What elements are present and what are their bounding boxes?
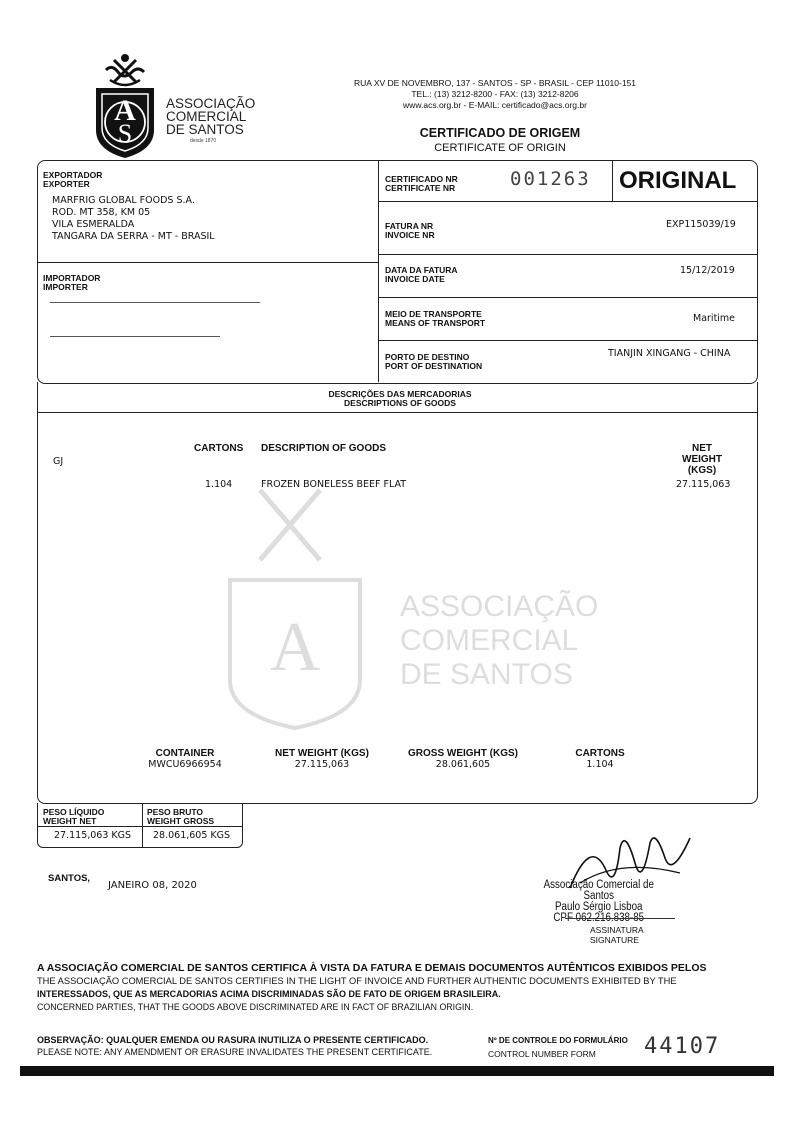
exporter-line-3: VILA ESMERALDA <box>52 219 135 230</box>
org-address: RUA XV DE NOVEMBRO, 137 - SANTOS - SP - BRASIL - CEP 11010-151 <box>353 78 637 88</box>
summary-net-label: NET WEIGHT (KGS) <box>275 748 369 759</box>
weight-gross-label-pt: PESO BRUTO <box>147 807 204 817</box>
signature-label-en: SIGNATURE <box>590 935 639 945</box>
transport-label <box>385 310 485 328</box>
stamp-line-3: CPF 062.216.838-85 <box>553 912 645 924</box>
document-title <box>350 126 650 155</box>
net-header-line-1: NET <box>692 443 712 454</box>
weight-net-label-pt: PESO LÍQUIDO <box>43 807 105 817</box>
net-header-line-2: WEIGHT <box>682 454 722 465</box>
declaration-pt-2: INTERESSADOS, QUE AS MERCADORIAS ACIMA DISCRIMINADAS SÃO DE FATO DE ORIGEM BRASILEIRA. <box>37 989 501 999</box>
summary-container <box>130 748 240 771</box>
col-description-header: DESCRIPTION OF GOODS <box>261 443 387 454</box>
container-value: MWCU6966954 <box>148 759 222 770</box>
shipping-mark: GJ <box>53 456 64 467</box>
invoice-date-label-pt: DATA DA FATURA <box>385 265 458 275</box>
weight-net-label-en: WEIGHT NET <box>43 816 97 826</box>
transport-label-pt: MEIO DE TRANSPORTE <box>385 309 482 319</box>
declaration-en-1: THE ASSOCIAÇÃO COMERCIAL DE SANTOS CERTIFIES IN THE LIGHT OF INVOICE AND FURTHER AUTHENTIC DOCUMENTS EXHIBITED BY THE <box>37 976 677 986</box>
watermark <box>210 480 599 730</box>
goods-header <box>250 390 550 408</box>
org-name-line-1: ASSOCIAÇÃO <box>166 96 256 111</box>
container-label: CONTAINER <box>155 748 215 759</box>
stamp-line-1: Associação Comercial de Santos <box>543 879 654 902</box>
exporter-line-1: MARFRIG GLOBAL FOODS S.A. <box>52 195 195 206</box>
transport-value: Maritime <box>693 313 736 324</box>
svg-text:S: S <box>117 119 133 148</box>
control-label <box>488 1034 628 1060</box>
control-number: 44107 <box>644 1034 721 1059</box>
certificate-label-en: CERTIFICATE NR <box>385 183 456 193</box>
certificate-number: 001263 <box>510 168 591 190</box>
goods-row-cartons: 1.104 <box>205 479 233 490</box>
certificate-label-pt: CERTIFICADO NR <box>385 174 458 184</box>
org-name-line-2: COMERCIAL <box>166 109 247 124</box>
goods-header-en: DESCRIPTIONS OF GOODS <box>344 398 456 408</box>
summary-cartons <box>560 748 640 771</box>
destination-label-en: PORT OF DESTINATION <box>385 361 483 371</box>
weight-net-label <box>43 808 104 826</box>
summary-cartons-value: 1.104 <box>586 759 614 770</box>
note <box>37 1034 467 1058</box>
weight-gross-label-en: WEIGHT GROSS <box>147 816 215 826</box>
place-city: SANTOS, <box>48 873 91 884</box>
org-logo <box>92 50 158 160</box>
signature-rule <box>565 918 675 919</box>
signature-label-pt: ASSINATURA <box>590 925 644 935</box>
place-date: JANEIRO 08, 2020 <box>108 880 197 891</box>
invoice-label <box>385 222 435 240</box>
org-name <box>166 97 255 136</box>
weight-gross-value: 28.061,605 KGS <box>153 830 231 841</box>
watermark-text <box>400 590 598 692</box>
exporter-address <box>52 195 215 243</box>
note-pt: OBSERVAÇÃO: QUALQUER EMENDA OU RASURA INUTILIZA O PRESENTE CERTIFICADO. <box>37 1035 429 1045</box>
title-pt: CERTIFICADO DE ORIGEM <box>419 126 581 140</box>
note-en: PLEASE NOTE: ANY AMENDMENT OR ERASURE INVALIDATES THE PRESENT CERTIFICATE. <box>37 1047 433 1057</box>
invoice-label-pt: FATURA NR <box>385 221 434 231</box>
summary-cartons-label: CARTONS <box>575 748 625 759</box>
invoice-date-label <box>385 266 458 284</box>
caduceus-shield-icon <box>92 50 158 160</box>
org-address-block <box>330 78 660 111</box>
certificate-label <box>385 175 458 193</box>
destination-value: TIANJIN XINGANG - CHINA <box>608 348 731 359</box>
org-since: desde 1870 <box>190 138 217 144</box>
svg-text:A: A <box>114 94 136 127</box>
original-stamp: ORIGINAL <box>619 167 737 194</box>
control-label-en: CONTROL NUMBER FORM <box>488 1049 596 1059</box>
org-name-line-3: DE SANTOS <box>166 122 244 137</box>
goods-row-net-weight: 27.115,063 <box>676 479 731 490</box>
weight-net-value: 27.115,063 KGS <box>54 830 132 841</box>
exporter-label-en: EXPORTER <box>43 179 90 189</box>
watermark-line-3: DE SANTOS <box>400 658 573 691</box>
bottom-bar <box>20 1066 774 1076</box>
org-phone: TEL.: (13) 3212-8200 - FAX: (13) 3212-8206 <box>411 89 579 99</box>
summary-gross-value: 28.061,605 <box>435 759 491 770</box>
importer-label <box>43 274 100 292</box>
summary-net <box>262 748 382 771</box>
exporter-label-pt: EXPORTADOR <box>43 170 103 180</box>
title-en: CERTIFICATE OF ORIGIN <box>434 142 566 154</box>
exporter-line-2: ROD. MT 358, KM 05 <box>52 207 151 218</box>
watermark-line-1: ASSOCIAÇÃO <box>400 590 599 623</box>
watermark-line-2: COMERCIAL <box>400 624 579 657</box>
importer-redacted-line-1 <box>50 302 260 303</box>
stamp-line-2: Paulo Sérgio Lisboa <box>555 901 643 913</box>
declaration-pt-1: A ASSOCIAÇÃO COMERCIAL DE SANTOS CERTIFICA À VISTA DA FATURA E DEMAIS DOCUMENTOS AUTÊNTICOS EXIBIDOS PELOS <box>37 962 707 974</box>
invoice-label-en: INVOICE NR <box>385 230 435 240</box>
invoice-date-label-en: INVOICE DATE <box>385 274 445 284</box>
weight-gross-label <box>147 808 214 826</box>
net-header-line-3: (KGS) <box>687 465 717 476</box>
importer-redacted-line-2 <box>50 336 220 337</box>
destination-label <box>385 353 482 371</box>
goods-row-description: FROZEN BONELESS BEEF FLAT <box>261 479 407 490</box>
col-cartons-header: CARTONS <box>194 443 244 454</box>
declaration-en-2: CONCERNED PARTIES, THAT THE GOODS ABOVE DISCRIMINATED ARE IN FACT OF BRAZILIAN ORIGIN. <box>37 1002 474 1012</box>
svg-text:A: A <box>269 609 321 686</box>
summary-gross <box>398 748 528 771</box>
exporter-line-4: TANGARA DA SERRA - MT - BRASIL <box>52 231 215 242</box>
transport-label-en: MEANS OF TRANSPORT <box>385 318 486 328</box>
col-net-weight-header <box>672 443 732 476</box>
importer-label-pt: IMPORTADOR <box>43 273 101 283</box>
summary-gross-label: GROSS WEIGHT (KGS) <box>408 748 518 759</box>
invoice-number: EXP115039/19 <box>666 219 736 230</box>
importer-label-en: IMPORTER <box>43 282 88 292</box>
summary-net-value: 27.115,063 <box>294 759 350 770</box>
invoice-date: 15/12/2019 <box>680 265 735 276</box>
signature-label <box>590 925 644 945</box>
org-web: www.acs.org.br - E-MAIL: certificado@acs.org.br <box>403 100 587 110</box>
control-label-pt: Nº DE CONTROLE DO FORMULÁRIO <box>488 1036 628 1045</box>
destination-label-pt: PORTO DE DESTINO <box>385 352 470 362</box>
declaration <box>37 962 777 1014</box>
exporter-label <box>43 171 102 189</box>
goods-header-pt: DESCRIÇÕES DAS MERCADORIAS <box>328 389 472 399</box>
